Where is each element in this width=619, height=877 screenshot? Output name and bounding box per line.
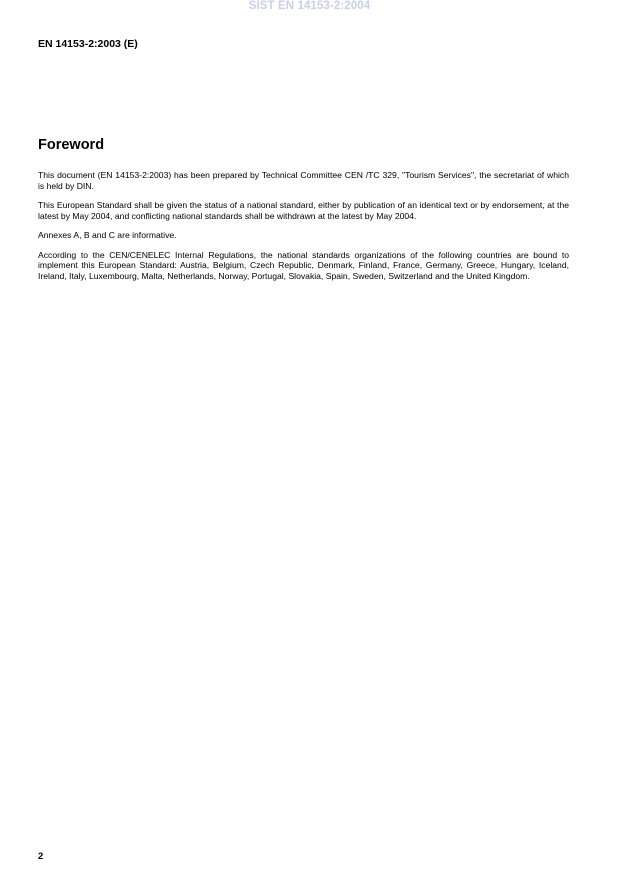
paragraph-status: This European Standard shall be given the status of a national standard, either by publication of an identical text or by endorsement, at the latest by May 2004, and conflicting national standards shall be withdrawn at the latest by May 2004. <box>38 200 569 221</box>
document-id: EN 14153-2:2003 (E) <box>38 38 138 50</box>
page-number: 2 <box>38 851 44 862</box>
paragraph-countries: According to the CEN/CENELEC Internal Regulations, the national standards organizations of the following countries are bound to implement this European Standard: Austria, Belgium, Czech Republic, Denmark, Finland, France, Germany, Greece, Hungary, Iceland, Ireland, Italy, Luxembourg, Malta, Netherlands, Norway, Portugal, Slovakia, Spain, Sweden, Switzerland and the United Kingdom. <box>38 249 569 281</box>
paragraph-annexes: Annexes A, B and C are informative. <box>38 230 177 240</box>
paragraph-preparation: This document (EN 14153-2:2003) has been prepared by Technical Committee CEN /TC 329, "Tourism Services", the secretariat of which is held by DIN. <box>38 170 569 191</box>
section-heading: Foreword <box>38 137 105 153</box>
foreword-body <box>38 170 569 290</box>
watermark: SIST EN 14153-2:2004 <box>248 0 371 12</box>
